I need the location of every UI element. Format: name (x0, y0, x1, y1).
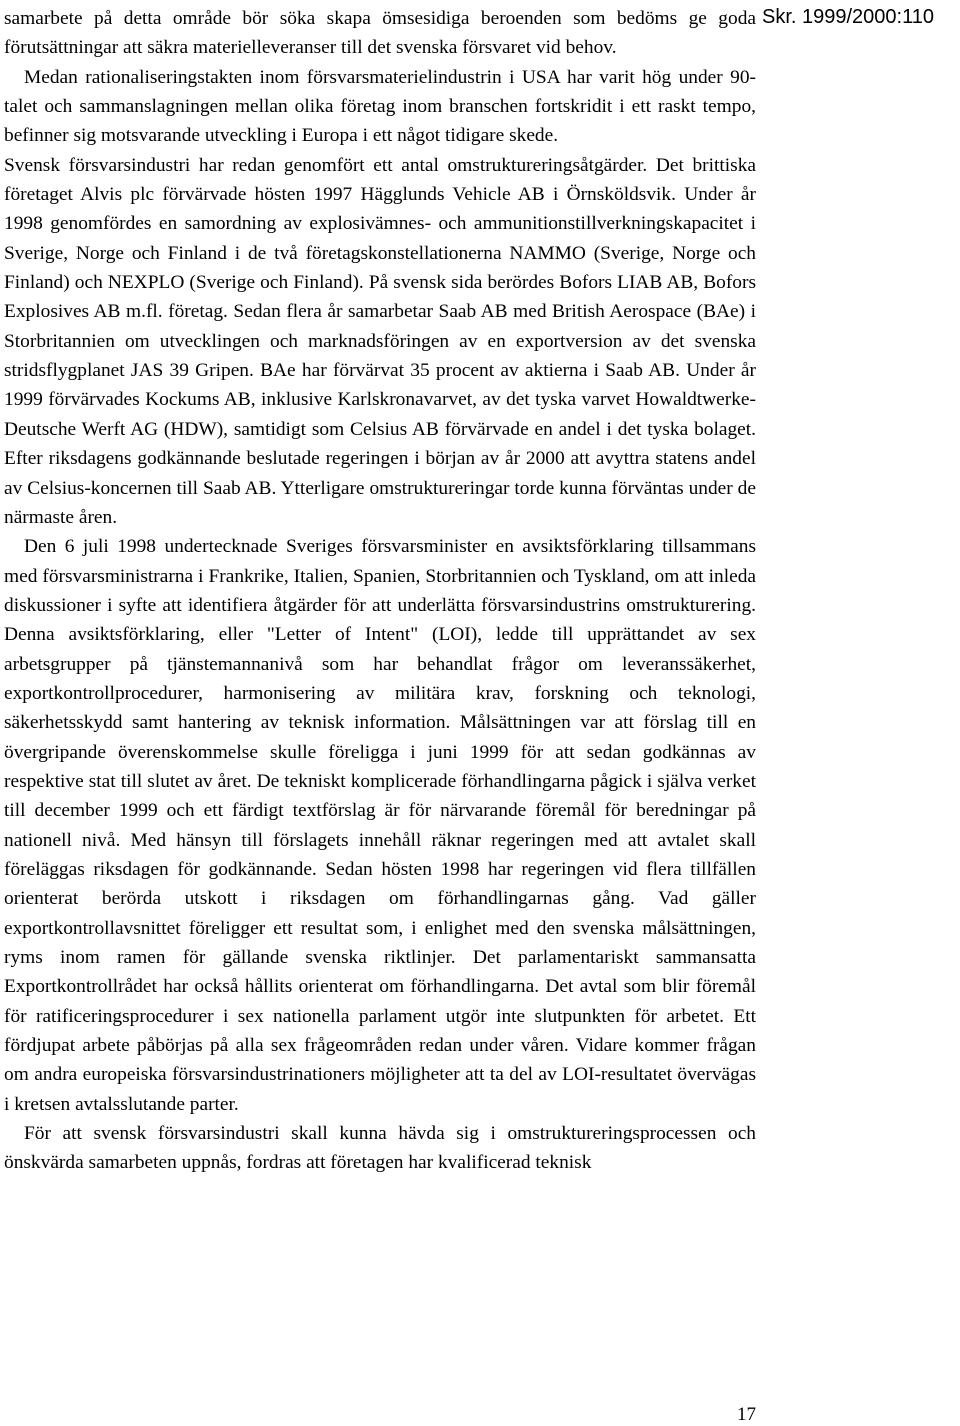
paragraph: För att svensk försvarsindustri skall kunna hävda sig i omstruktureringsprocessen och önskvärda samarbeten uppnås, fordras att företagen har kvalificerad teknisk (4, 1123, 756, 1174)
paragraph-continuation: samarbete på detta område bör söka skapa ömsesidiga beroenden som bedöms ge goda förutsättningar att säkra materielleveranser till det svenska försvaret vid behov. (4, 8, 756, 59)
paragraph: Medan rationaliseringstakten inom försvarsmaterielindustrin i USA har varit hög under 90-talet och sammanslagningen mellan olika företag inom branschen fortskridit i ett raskt tempo, befinner sig motsvarande utveckling i Europa i ett något tidigare skede. (4, 66, 756, 147)
page-number: 17 (737, 1404, 756, 1425)
paragraph: Svensk försvarsindustri har redan genomfört ett antal omstruktureringsåtgärder. Det brittiska företaget Alvis plc förvärvade hösten 1997 Hägglunds Vehicle AB i Örnsköldsvik. Under år 1998 genomfördes en samordning av explosivämnes- och ammunitionstillverkningskapacitet i Sverige, Norge och Finland i de två företagskonstellationerna NAMMO (Sverige, Norge och Finland) och NEXPLO (Sverige och Finland). På svensk sida berördes Bofors LIAB AB, Bofors Explosives AB m.fl. företag. Sedan flera år samarbetar Saab AB med British Aerospace (BAe) i Storbritannien om utvecklingen och marknadsföringen av en exportversion av det svenska stridsflygplanet JAS 39 Gripen. BAe har förvärvat 35 procent av aktierna i Saab AB. Under år 1999 förvärvades Kockums AB, inklusive Karlskronavarvet, av det tyska varvet Howaldtwerke-Deutsche Werft AG (HDW), samtidigt som Celsius AB förvärvade en andel i det tyska bolaget. Efter riksdagens godkännande beslutade regeringen i början av år 2000 att avyttra statens andel av Celsius-koncernen till Saab AB. Ytterligare omstruktureringar torde kunna förväntas under de närmaste åren. (4, 154, 756, 528)
body-text (4, 4, 756, 1178)
paragraph: Den 6 juli 1998 undertecknade Sveriges försvarsminister en avsiktsförklaring tillsammans med försvarsministrarna i Frankrike, Italien, Spanien, Storbritannien och Tyskland, om att inleda diskussioner i syfte att identifiera åtgärder för att underlätta försvarsindustrins omstrukturering. Denna avsiktsförklaring, eller "Letter of Intent" (LOI), ledde till upprättandet av sex arbetsgrupper på tjänstemannanivå som har behandlat frågor om leveranssäkerhet, exportkontrollprocedurer, harmonisering av militära krav, forskning och teknologi, säkerhetsskydd samt hantering av teknisk information. Målsättningen var att förslag till en övergripande överenskommelse skulle föreligga i juni 1999 för att sedan godkännas av respektive stat till slutet av året. De tekniskt komplicerade förhandlingarna pågick i själva verket till december 1999 och ett färdigt textförslag är för närvarande föremål för beredningar på nationell nivå. Med hänsyn till förslagets innehåll räknar regeringen med att avtalet skall föreläggas riksdagen för godkännande. Sedan hösten 1998 har regeringen vid flera tillfällen orienterat berörda utskott i riksdagen om förhandlingarnas gång. Vad gäller exportkontrollavsnittet föreligger ett resultat som, i enlighet med den svenska målsättningen, ryms inom ramen för gällande svenska riktlinjer. Det parlamentariskt sammansatta Exportkontrollrådet har också hållits orienterat om förhandlingarna. Det avtal som blir föremål för ratificeringsprocedurer i sex nationella parlament utgör inte slutpunkten för arbetet. Ett fördjupat arbete påbörjas på alla sex frågeområden redan under våren. Vidare kommer frågan om andra europeiska försvarsindustrinationers möjligheter att ta del av LOI-resultatet övervägas i kretsen avtalsslutande parter. (4, 536, 756, 1115)
document-reference: Skr. 1999/2000:110 (762, 6, 934, 28)
